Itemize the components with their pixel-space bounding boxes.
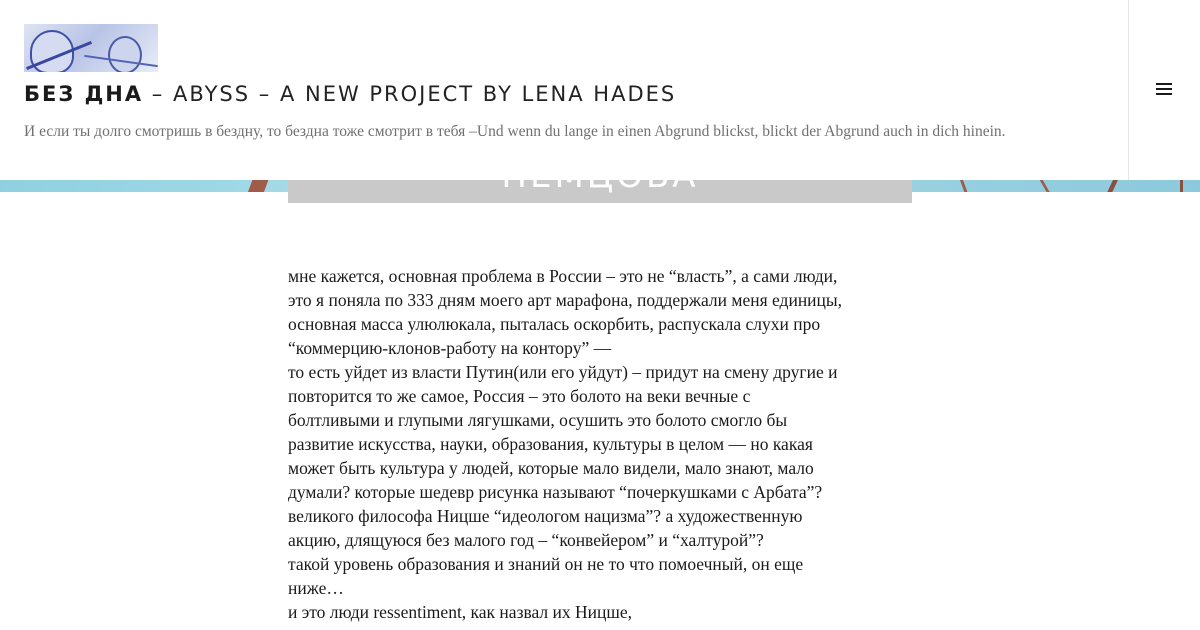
content-line: такой уровень образования и знаний он не то что помоечный, он еще [288,554,804,574]
content-line: то есть уйдет из власти Путин(или его уйдут) – придут на смену другие и [288,362,838,382]
hamburger-menu-icon[interactable] [1156,83,1172,96]
post-content [288,264,928,624]
content-line: и это люди ressentiment, как назвал их Ницше, [288,602,633,622]
menu-toggle-button[interactable] [1129,0,1200,180]
content-line: повторится то же самое, Россия – это болото на веки вечные с [288,386,751,406]
site-title-rest[interactable]: – ABYSS – A NEW PROJECT BY LENA HADES [143,82,677,106]
site-tagline: И если ты долго смотришь в бездну, то бездна тоже смотрит в тебя –Und wenn du lange in einen Abgrund blickst, blickt der Abgrund auch in dich hinein. [24,123,1006,140]
site-header [0,0,1129,180]
content-line: болтливыми и глупыми лягушками, осушить это болото смогло бы [288,410,788,430]
content-line: великого философа Ницше “идеологом нацизма”? а художественную [288,506,803,526]
content-line: мне кажется, основная проблема в России – это не “власть”, а сами люди, [288,266,838,286]
site-title-strong[interactable]: БЕЗ ДНА [24,82,144,106]
content-line: акцию, длящуюся без малого год – “конвейером” и “халтурой”? [288,530,764,550]
content-line: это я поняла по 333 дням моего арт марафона, поддержали меня единицы, [288,290,843,310]
content-line: развитие искусства, науки, образования, культуры в целом — но какая [288,434,813,454]
content-line: “коммерцию-клонов-работу на контору” — [288,338,612,358]
site-title[interactable] [24,82,676,106]
content-line: думали? которые шедевр рисунка называют “почеркушками с Арбата”? [288,482,823,502]
content-line: основная масса улюлюкала, пыталась оскорбить, распускала слухи про [288,314,821,334]
content-line: ниже… [288,578,344,598]
site-logo[interactable] [24,24,158,72]
content-line: может быть культура у людей, которые мало видели, мало знают, мало [288,458,814,478]
